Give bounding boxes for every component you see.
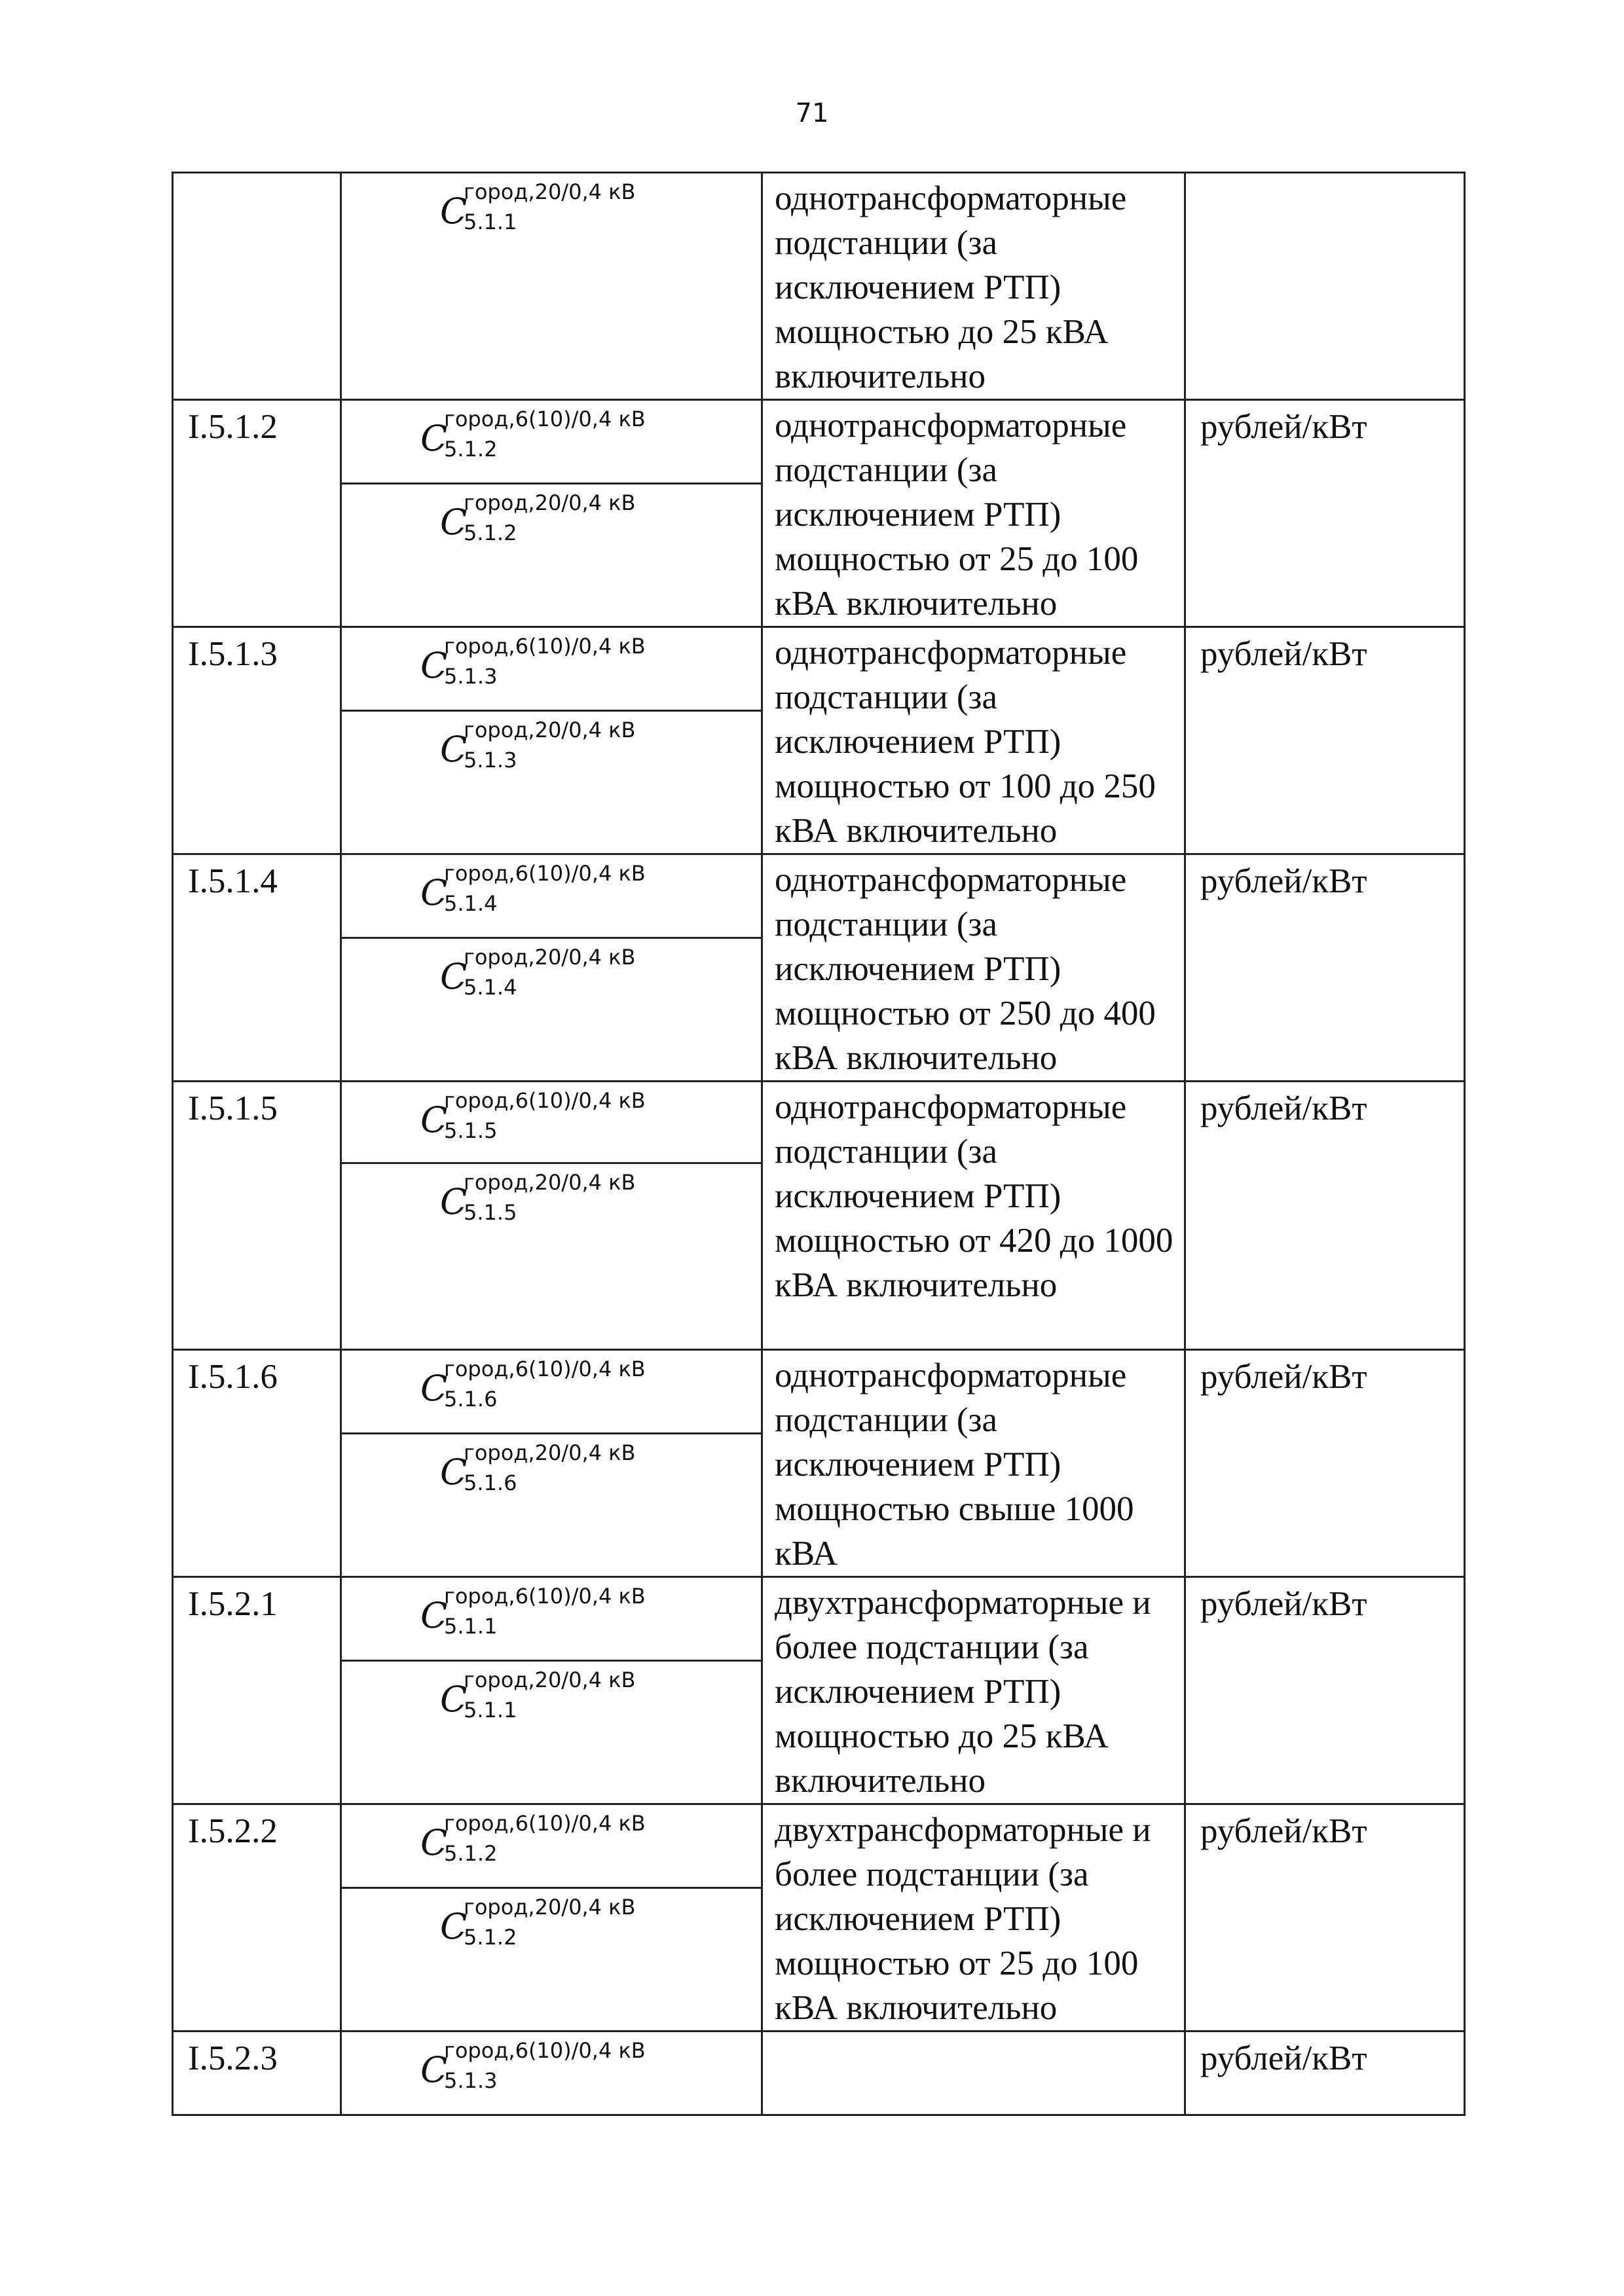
code-superscript: город,20/0,4 кВ — [464, 490, 636, 515]
code-cell — [341, 2032, 762, 2115]
code-subscript: 5.1.2 — [444, 1841, 498, 1866]
tariff-code — [420, 2036, 702, 2102]
code-subscript: 5.1.3 — [464, 747, 517, 773]
code-cell — [341, 1804, 762, 1888]
description-cell — [762, 173, 1185, 400]
description: однотрансформаторные подстанции (за исключением РТП) мощностью до 25 кВА включительно — [775, 179, 1127, 395]
page-number: 71 — [795, 98, 829, 128]
code-cell — [341, 1433, 762, 1576]
row-number: I.5.2.1 — [188, 1585, 278, 1623]
description-cell — [762, 1804, 1185, 2032]
description: однотрансформаторные подстанции (за исключением РТП) мощностью от 25 до 100 кВА включительно — [775, 407, 1139, 623]
unit: рублей/кВт — [1200, 635, 1367, 673]
code-cell — [341, 627, 762, 711]
unit-cell — [1185, 1350, 1465, 1577]
table-row — [173, 1804, 1465, 1888]
table-row — [173, 854, 1465, 938]
row-number: I.5.1.5 — [188, 1089, 278, 1127]
code-superscript: город,20/0,4 кВ — [464, 179, 636, 204]
code-letter: C — [440, 728, 468, 770]
code-subscript: 5.1.2 — [464, 520, 517, 545]
code-superscript: город,6(10)/0,4 кВ — [444, 2038, 646, 2063]
code-subscript: 5.1.4 — [444, 891, 498, 916]
table-row — [173, 1082, 1465, 1163]
unit-cell — [1185, 173, 1465, 400]
description: двухтрансформаторные и более подстанции (за исключением РТП) мощностью от 25 до 100 кВА включительно — [775, 1811, 1151, 2027]
unit: рублей/кВт — [1200, 1089, 1367, 1127]
tariff-code — [440, 943, 722, 1008]
unit: рублей/кВт — [1200, 2039, 1367, 2077]
code-subscript: 5.1.6 — [444, 1387, 498, 1412]
tariff-code — [440, 177, 722, 243]
unit-cell — [1185, 627, 1465, 854]
row-number-cell — [173, 627, 341, 854]
unit-cell — [1185, 2032, 1465, 2115]
row-number: I.5.1.4 — [188, 862, 278, 900]
code-letter: C — [440, 191, 468, 232]
code-letter: C — [420, 645, 448, 686]
row-number — [174, 173, 340, 177]
code-letter: C — [420, 2049, 448, 2090]
code-subscript: 5.1.4 — [464, 974, 517, 1000]
code-superscript: город,20/0,4 кВ — [464, 944, 636, 970]
code-subscript: 5.1.2 — [444, 437, 498, 462]
unit: рублей/кВт — [1200, 1358, 1367, 1396]
row-number: I.5.1.2 — [188, 408, 278, 446]
code-cell — [341, 1660, 762, 1804]
code-cell — [341, 1887, 762, 2031]
row-number-cell — [173, 173, 341, 400]
tariff-code — [420, 1355, 702, 1420]
code-superscript: город,20/0,4 кВ — [464, 1440, 636, 1465]
code-cell — [341, 854, 762, 938]
tariff-code — [420, 1086, 702, 1152]
code-subscript: 5.1.3 — [444, 664, 498, 689]
row-number-cell — [173, 1804, 341, 2032]
code-superscript: город,20/0,4 кВ — [464, 1667, 636, 1692]
description: двухтрансформаторные и более подстанции (за исключением РТП) мощностью до 25 кВА включительно — [775, 1584, 1151, 1800]
tariff-code — [420, 859, 702, 924]
code-cell — [341, 400, 762, 484]
description-cell — [762, 400, 1185, 627]
table-row — [173, 1577, 1465, 1661]
code-letter: C — [440, 1678, 468, 1720]
code-subscript: 5.1.3 — [444, 2068, 498, 2093]
description: однотрансформаторные подстанции (за исключением РТП) мощностью от 100 до 250 кВА включительно — [775, 634, 1156, 850]
code-letter: C — [420, 872, 448, 913]
tariff-code — [440, 1666, 722, 1731]
code-subscript: 5.1.1 — [464, 210, 517, 234]
code-cell — [341, 1163, 762, 1350]
code-superscript: город,6(10)/0,4 кВ — [444, 1584, 646, 1609]
code-superscript: город,6(10)/0,4 кВ — [444, 1811, 646, 1836]
row-number: I.5.1.3 — [188, 635, 278, 673]
code-letter: C — [440, 1451, 468, 1493]
code-cell — [341, 938, 762, 1081]
tariff-code — [440, 1438, 722, 1504]
code-letter: C — [440, 1905, 468, 1947]
unit-cell — [1185, 400, 1465, 627]
code-subscript: 5.1.1 — [464, 1697, 517, 1722]
row-number: I.5.2.2 — [188, 1812, 278, 1850]
row-number-cell — [173, 400, 341, 627]
unit-cell — [1185, 1082, 1465, 1350]
tariff-code — [440, 488, 722, 554]
description-cell — [762, 2032, 1185, 2115]
code-letter: C — [420, 1099, 448, 1140]
code-superscript: город,20/0,4 кВ — [464, 717, 636, 742]
unit — [1186, 173, 1464, 177]
code-cell — [341, 173, 762, 400]
row-number-cell — [173, 854, 341, 1082]
tariff-code — [440, 1168, 722, 1233]
code-superscript: город,6(10)/0,4 кВ — [444, 1357, 646, 1381]
unit: рублей/кВт — [1200, 408, 1367, 446]
description: однотрансформаторные подстанции (за исключением РТП) мощностью от 250 до 400 кВА включительно — [775, 861, 1156, 1077]
tariff-table — [172, 172, 1466, 2116]
code-letter: C — [440, 501, 468, 543]
row-number-cell — [173, 1082, 341, 1350]
description-cell — [762, 1350, 1185, 1577]
code-superscript: город,20/0,4 кВ — [464, 1894, 636, 1920]
tariff-code — [440, 1893, 722, 1958]
unit-cell — [1185, 1577, 1465, 1804]
code-subscript: 5.1.6 — [464, 1470, 517, 1495]
description-cell — [762, 627, 1185, 854]
code-cell — [341, 1577, 762, 1661]
code-letter: C — [440, 955, 468, 997]
row-number-cell — [173, 1350, 341, 1577]
code-cell — [341, 483, 762, 627]
code-subscript: 5.1.5 — [444, 1118, 498, 1143]
table-row — [173, 173, 1465, 400]
code-subscript: 5.1.2 — [464, 1924, 517, 1950]
description-cell — [762, 1577, 1185, 1804]
table-row — [173, 627, 1465, 711]
table-row — [173, 1350, 1465, 1434]
description: однотрансформаторные подстанции (за исключением РТП) мощностью свыше 1000 кВА — [775, 1357, 1134, 1573]
row-number-cell — [173, 1577, 341, 1804]
unit-cell — [1185, 1804, 1465, 2032]
tariff-code — [420, 1582, 702, 1647]
tariff-code — [440, 716, 722, 781]
code-superscript: город,6(10)/0,4 кВ — [444, 861, 646, 886]
code-letter: C — [420, 1595, 448, 1636]
tariff-code — [420, 632, 702, 697]
code-letter: C — [420, 1368, 448, 1409]
code-letter: C — [440, 1181, 468, 1222]
description — [763, 2032, 1184, 2035]
code-superscript: город,20/0,4 кВ — [464, 1170, 636, 1195]
unit: рублей/кВт — [1200, 862, 1367, 900]
code-cell — [341, 1082, 762, 1163]
row-number-cell — [173, 2032, 341, 2115]
code-subscript: 5.1.5 — [464, 1200, 517, 1225]
row-number: I.5.1.6 — [188, 1358, 278, 1396]
description: однотрансформаторные подстанции (за исключением РТП) мощностью от 420 до 1000 кВА включительно — [775, 1088, 1173, 1304]
code-cell — [341, 1350, 762, 1434]
description-cell — [762, 1082, 1185, 1350]
code-superscript: город,6(10)/0,4 кВ — [444, 1088, 646, 1113]
code-cell — [341, 710, 762, 854]
table-row — [173, 400, 1465, 484]
unit: рублей/кВт — [1200, 1585, 1367, 1623]
tariff-code — [420, 1809, 702, 1874]
description-cell — [762, 854, 1185, 1082]
tariff-code — [420, 405, 702, 470]
row-number: I.5.2.3 — [188, 2039, 278, 2077]
unit: рублей/кВт — [1200, 1812, 1367, 1850]
code-letter: C — [420, 418, 448, 459]
code-letter: C — [420, 1822, 448, 1863]
code-superscript: город,6(10)/0,4 кВ — [444, 634, 646, 659]
table-row — [173, 2032, 1465, 2115]
unit-cell — [1185, 854, 1465, 1082]
code-superscript: город,6(10)/0,4 кВ — [444, 407, 646, 431]
code-subscript: 5.1.1 — [444, 1614, 498, 1639]
